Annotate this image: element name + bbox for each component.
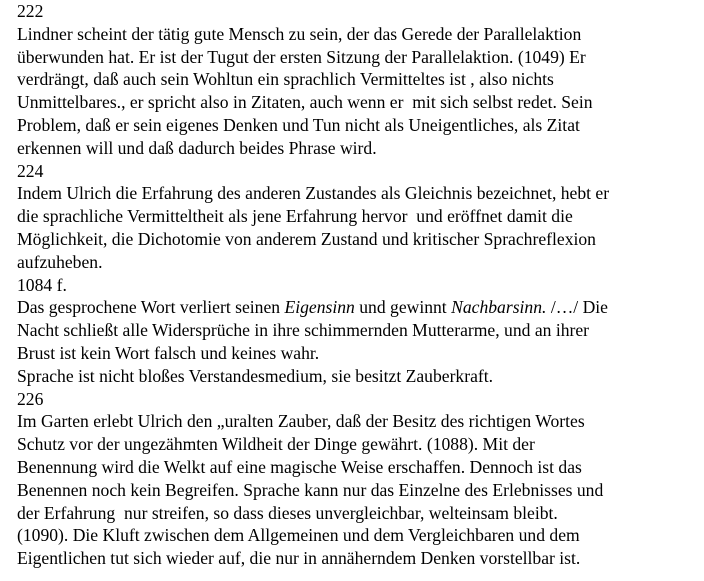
text-line: Sprache ist nicht bloßes Verstandesmedium, sie besitzt Zauberkraft. [17,365,494,386]
text-line: Problem, daß er sein eigenes Denken und Tun nicht als Uneigentliches, als Zitat [17,114,580,135]
text-line: die sprachliche Vermitteltheit als jene Erfahrung hervor und eröffnet damit die [17,206,573,227]
quote-line: Nacht schließt alle Widersprüche in ihre schimmernden Mutterarme, und an ihrer [17,320,590,341]
quote-line [17,296,701,319]
text-line: aufzuheben. [17,251,103,272]
quote-text: Das gesprochene Wort verliert seinen [17,297,285,318]
text-line: erkennen will und daß dadurch beides Phrase wird. [17,137,377,158]
text-line: Benennung wird die Welkt auf eine magische Weise erschaffen. Dennoch ist das [17,456,582,477]
page-reference: 1084 f. [17,274,67,295]
text-line: überwunden hat. Er ist der Tugut der ersten Sitzung der Parallelaktion. (1049) Er [17,46,586,67]
text-line: Benennen noch kein Begreifen. Sprache kann nur das Einzelne des Erlebnisses und [17,479,604,500]
text-line: (1090). Die Kluft zwischen dem Allgemeinen und dem Vergleichbaren und dem [17,525,580,546]
section-222 [17,0,701,160]
text-line: Schutz vor der ungezähmten Wildheit der Dinge gewährt. (1088). Mit der [17,434,535,455]
page-reference: 224 [17,160,44,181]
text-line: verdrängt, daß auch sein Wohltun ein sprachlich Vermitteltes ist , also nichts [17,69,554,90]
text-line: Indem Ulrich die Erfahrung des anderen Zustandes als Gleichnis bezeichnet, hebt er [17,183,610,204]
quote-text: und gewinnt [354,297,452,318]
quote-emphasis: Eigensinn [284,297,355,318]
page-reference: 222 [17,1,44,21]
text-line: der Erfahrung nur streifen, so dass dieses unvergleichbar, welteinsam bleibt. [17,502,558,523]
section-226 [17,388,701,570]
quote-text: /…/ Die [546,297,608,318]
text-line: Unmittelbares., er spricht also in Zitaten, auch wenn er mit sich selbst redet. Sein [17,92,593,113]
page-reference: 226 [17,388,44,409]
text-line: Möglichkeit, die Dichotomie von anderem Zustand und kritischer Sprachreflexion [17,228,596,249]
section-1084 [17,274,701,388]
text-line: Eigentlichen tut sich wieder auf, die nur in annäherndem Denken vorstellbar ist. [17,548,581,569]
section-224 [17,160,701,274]
quote-emphasis: Nachbarsinn. [451,297,547,318]
text-line: Lindner scheint der tätig gute Mensch zu sein, der das Gerede der Parallelaktion [17,23,582,44]
text-line: Im Garten erlebt Ulrich den „uralten Zauber, daß der Besitz des richtigen Wortes [17,411,585,432]
quote-line: Brust ist kein Wort falsch und keines wahr. [17,342,320,363]
document-body [17,0,701,570]
